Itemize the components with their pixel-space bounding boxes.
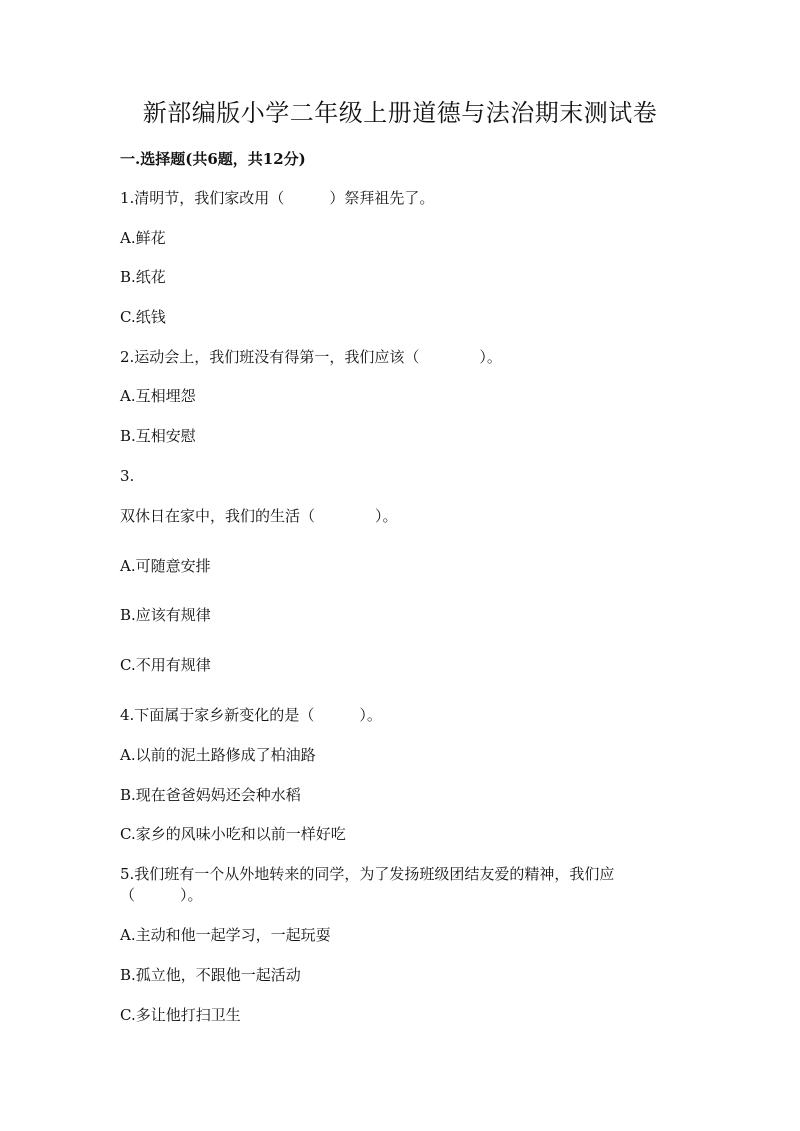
question-4-option-c: C.家乡的风味小吃和以前一样好吃 [120,825,346,843]
question-2-option-b: B.互相安慰 [120,427,196,445]
question-5-stem-line-2: （ ）。 [120,886,203,904]
question-4-stem: 4.下面属于家乡新变化的是（ ）。 [120,706,382,724]
section-heading: 一.选择题(共6题，共12分) [120,150,306,168]
question-3-option-c: C.不用有规律 [120,656,211,674]
question-2-option-a: A.互相埋怨 [120,387,196,405]
question-5-option-b: B.孤立他，不跟他一起活动 [120,966,301,984]
question-5-option-c: C.多让他打扫卫生 [120,1006,241,1024]
question-5-option-a: A.主动和他一起学习，一起玩耍 [120,926,331,944]
question-5-stem-line-1: 5.我们班有一个从外地转来的同学，为了发扬班级团结友爱的精神，我们应 [120,865,615,883]
page-title: 新部编版小学二年级上册道德与法治期末测试卷 [142,99,658,127]
question-3-number: 3. [120,467,135,485]
question-2-stem: 2.运动会上，我们班没有得第一，我们应该（ ）。 [120,348,502,366]
question-3-stem: 双休日在家中，我们的生活（ ）。 [120,507,398,525]
question-1-stem: 1.清明节，我们家改用（ ）祭拜祖先了。 [120,189,435,207]
question-4-option-b: B.现在爸爸妈妈还会种水稻 [120,786,301,804]
question-4-option-a: A.以前的泥土路修成了柏油路 [120,746,316,764]
question-1-option-b: B.纸花 [120,268,166,286]
question-3-option-a: A.可随意安排 [120,557,211,575]
question-3-option-b: B.应该有规律 [120,606,211,624]
question-1-option-a: A.鲜花 [120,229,166,247]
question-1-option-c: C.纸钱 [120,308,166,326]
